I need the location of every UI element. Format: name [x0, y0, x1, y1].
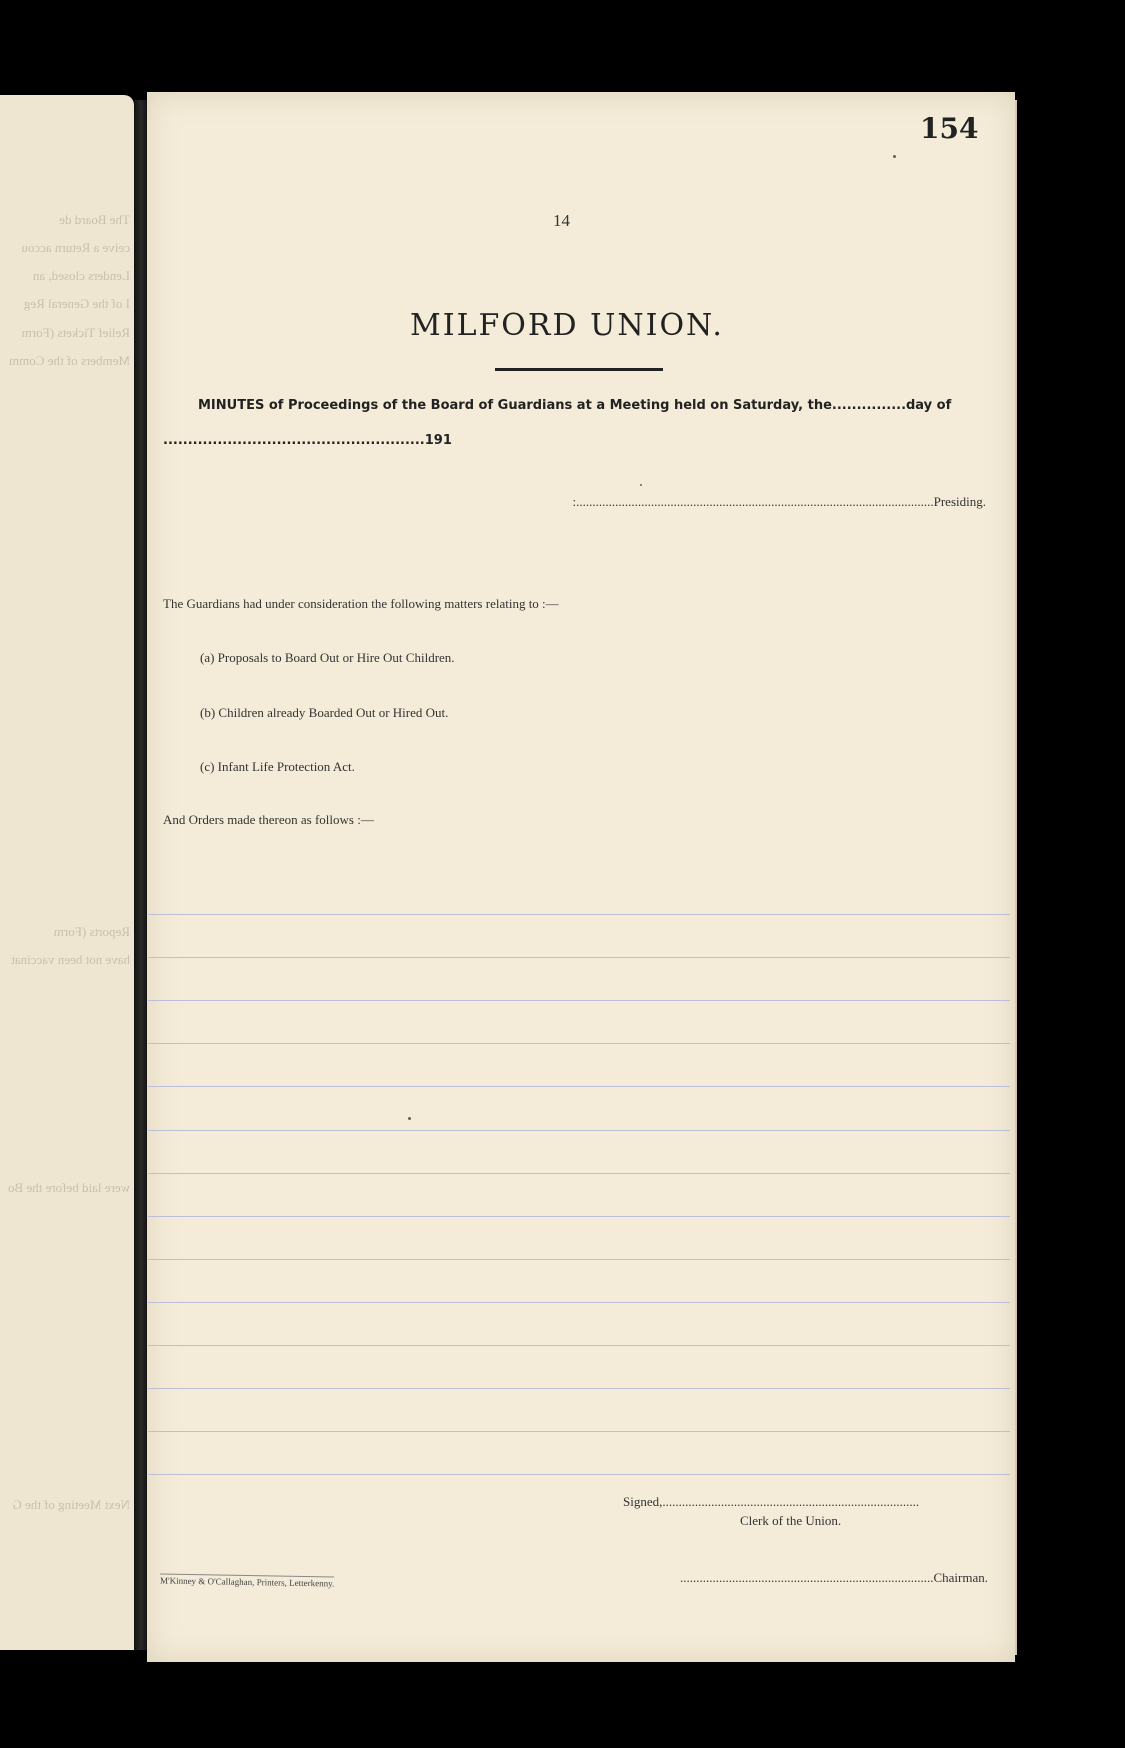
bleed-text: Relief Tickets (Form — [21, 325, 130, 340]
page-title: MILFORD UNION. — [410, 308, 724, 343]
title-underline — [495, 368, 663, 371]
ruled-line — [148, 1259, 1010, 1260]
bleed-text: Lenders closed, an — [32, 268, 130, 283]
bleed-text: have not been vaccinat — [11, 952, 130, 967]
ruled-line — [148, 1302, 1010, 1303]
orders-text: And Orders made thereon as follows :— — [163, 812, 374, 827]
paper-speck — [893, 155, 896, 158]
bleed-text: ceive a Return accou — [21, 240, 130, 255]
chairman-field: ..............................................................................Chairman. — [679, 1570, 988, 1585]
ruled-line — [148, 914, 1010, 915]
bleed-text: Members of the Comm — [9, 353, 130, 368]
ruled-line — [148, 1474, 1010, 1475]
ruled-line — [148, 1388, 1010, 1389]
ruled-line — [148, 1043, 1010, 1044]
year-field: .....................................................191 — [163, 433, 452, 448]
item-a: (a) Proposals to Board Out or Hire Out Children. — [200, 650, 455, 665]
ruled-line — [148, 1431, 1010, 1432]
ruled-line — [148, 1216, 1010, 1217]
clerk-label: Clerk of the Union. — [740, 1513, 842, 1528]
ruled-line — [148, 1173, 1010, 1174]
bleed-text: I of the General Reg — [23, 296, 130, 311]
facing-page — [0, 95, 134, 1650]
ruled-line — [148, 957, 1010, 958]
ruled-line — [148, 1345, 1010, 1346]
bleed-text: Reports (Form — [53, 924, 130, 939]
bleed-text: were laid before the Bo — [7, 1180, 130, 1195]
ruled-line — [148, 1086, 1010, 1087]
ruled-line — [148, 1130, 1010, 1131]
intro-text: The Guardians had under consideration the following matters relating to :— — [163, 596, 559, 611]
bleed-text: The Board de — [59, 212, 130, 227]
paper-speck — [408, 1117, 411, 1120]
book-gutter — [134, 100, 148, 1650]
bleed-text: Next Meeting of the G — [12, 1497, 130, 1512]
ruled-line — [148, 1000, 1010, 1001]
presiding-field: :..............................................................................................................Presiding. — [572, 494, 986, 509]
page-number: 14 — [553, 211, 570, 230]
minutes-heading: MINUTES of Proceedings of the Board of Guardians at a Meeting held on Saturday, the...............day of — [198, 398, 952, 413]
item-b: (b) Children already Boarded Out or Hired Out. — [200, 705, 449, 720]
paper-speck — [640, 484, 642, 486]
item-c: (c) Infant Life Protection Act. — [200, 759, 355, 774]
folio-number: 154 — [920, 112, 979, 145]
printer-imprint: M'Kinney & O'Callaghan, Printers, Letterkenny. — [159, 1575, 335, 1589]
signed-field: Signed,............................................................................... — [623, 1494, 920, 1509]
